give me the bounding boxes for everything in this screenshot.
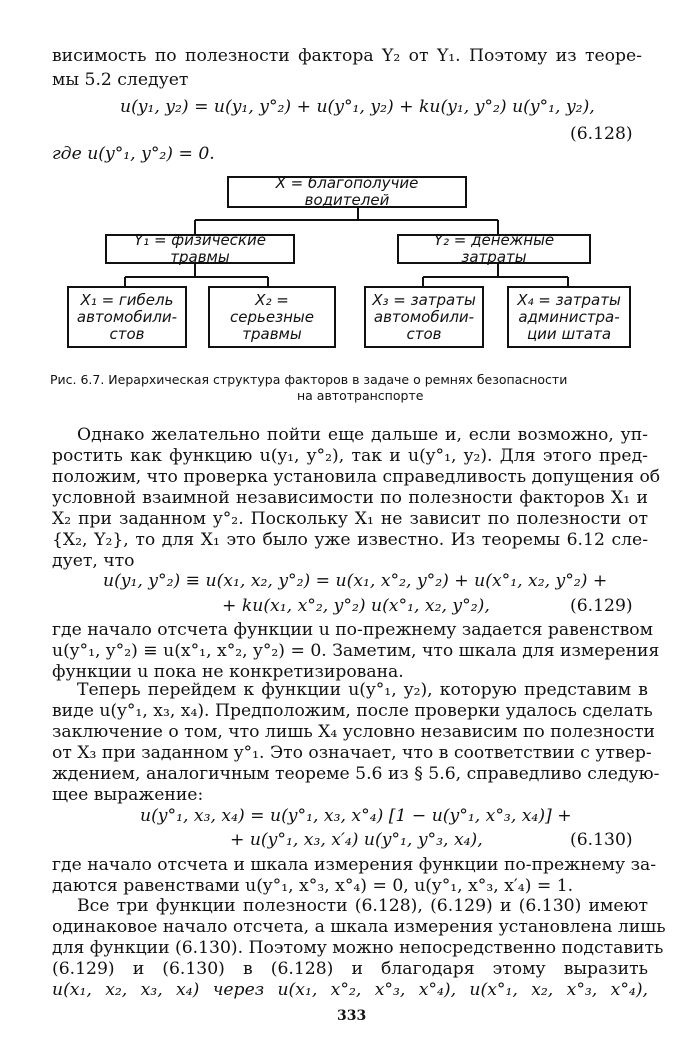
para2-line-3: функции u пока не конкретизирована. [52, 662, 404, 682]
figure-caption-line-1: Рис. 6.7. Иерархическая структура факторов в задаче о ремнях безопасности [50, 372, 568, 387]
para1-line-5: X₂ при заданном y°₂. Поскольку X₁ не зависит по полезности от [52, 509, 648, 529]
equation-6-130-line-1: u(y°₁, x₃, x₄) = u(y°₁, x₃, x°₄) [1 − u(y°₁, x°₃, x₄)] + [140, 806, 572, 826]
intro-line-1: висимость по полезности фактора Y₂ от Y₁. Поэтому из теоре- [52, 46, 642, 66]
para4-line-1: где начало отсчета и шкала измерения функции по-прежнему за- [52, 855, 657, 875]
para2-line-1: где начало отсчета функции u по-прежнему задается равенством [52, 620, 653, 640]
factor-box-y1 [105, 231, 295, 266]
factor-box-x1 [67, 286, 187, 348]
para5-line-2: одинаковое начало отсчета, а шкала измерения установлена лишь [52, 917, 666, 937]
para3-line-1: Теперь перейдем к функции u(y°₁, y₂), которую представим в [77, 680, 648, 700]
factor-box-y2 [397, 231, 591, 266]
factor-x4-label: X₄ = затраты администра- ции штата [517, 290, 621, 343]
factor-y2-label: Y₂ = денежные затраты [433, 231, 555, 266]
para3-line-6: щее выражение: [52, 785, 204, 805]
para1-line-7: дует, что [52, 551, 135, 571]
equation-number-6-130: (6.130) [570, 830, 633, 850]
para3-line-5: ждением, аналогичным теореме 5.6 из § 5.6, справедливо следую- [52, 764, 660, 784]
para1-line-3: положим, что проверка установила справедливость допущения об [52, 467, 661, 487]
page-number: 333 [337, 1008, 367, 1024]
factor-box-x2 [208, 286, 336, 348]
factor-root-label: X = благополучие водителей [275, 174, 419, 209]
factor-x3-label: X₃ = затраты автомобили- стов [372, 290, 476, 343]
para3-line-2: виде u(y°₁, x₃, x₄). Предположим, после проверки удалось сделать [52, 701, 653, 721]
para5-line-3: для функции (6.130). Поэтому можно непосредственно подставить [52, 938, 664, 958]
factor-x1-label: X₁ = гибель автомобили- стов [76, 290, 178, 343]
factor-box-x3 [364, 286, 484, 348]
intro-line-2: мы 5.2 следует [52, 70, 189, 90]
equation-number-6-129: (6.129) [570, 596, 633, 616]
factor-box-root [227, 176, 467, 208]
para5-line-4: (6.129) и (6.130) в (6.128) и благодаря этому выразить [52, 959, 648, 979]
para5-line-1: Все три функции полезности (6.128), (6.129) и (6.130) имеют [77, 896, 648, 916]
figure-caption-line-2: на автотранспорте [297, 388, 424, 403]
para5-line-5: u(x₁, x₂, x₃, x₄) через u(x₁, x°₂, x°₃, x°₄), u(x°₁, x₂, x°₃, x°₄), [52, 980, 648, 1000]
where-line: где u(y°₁, y°₂) = 0. [52, 144, 215, 164]
factor-x2-label: X₂ = серьезные травмы [230, 290, 314, 343]
equation-6-128: u(y₁, y₂) = u(y₁, y°₂) + u(y°₁, y₂) + ku(y₁, y°₂) u(y°₁, y₂), [120, 97, 595, 117]
para1-line-4: условной взаимной независимости по полезности факторов X₁ и [52, 488, 648, 508]
para3-line-3: заключение о том, что лишь X₄ условно независим по полезности [52, 722, 655, 742]
para1-line-2: ростить как функцию u(y₁, y°₂), так и u(y°₁, y₂). Для этого пред- [52, 446, 648, 466]
para4-line-2: даются равенствами u(y°₁, x°₃, x°₄) = 0, u(y°₁, x°₃, x′₄) = 1. [52, 876, 574, 896]
equation-6-129-line-2: + ku(x₁, x°₂, y°₂) u(x°₁, x₂, y°₂), [222, 596, 490, 616]
factor-box-x4 [507, 286, 631, 348]
para1-line-6: {X₂, Y₂}, то для X₁ это было уже известно. Из теоремы 6.12 сле- [52, 530, 648, 550]
para1-line-1: Однако желательно пойти еще дальше и, если возможно, уп- [77, 425, 648, 445]
para3-line-4: от X₃ при заданном y°₁. Это означает, что в соответствии с утвер- [52, 743, 652, 763]
para2-line-2: u(y°₁, y°₂) ≡ u(x°₁, x°₂, y°₂) = 0. Заметим, что шкала для измерения [52, 641, 660, 661]
equation-6-130-line-2: + u(y°₁, x₃, x′₄) u(y°₁, y°₃, x₄), [230, 830, 483, 850]
factor-y1-label: Y₁ = физические травмы [134, 231, 266, 266]
equation-6-129-line-1: u(y₁, y°₂) ≡ u(x₁, x₂, y°₂) = u(x₁, x°₂, y°₂) + u(x°₁, x₂, y°₂) + [103, 571, 608, 591]
equation-number-6-128: (6.128) [570, 124, 633, 144]
